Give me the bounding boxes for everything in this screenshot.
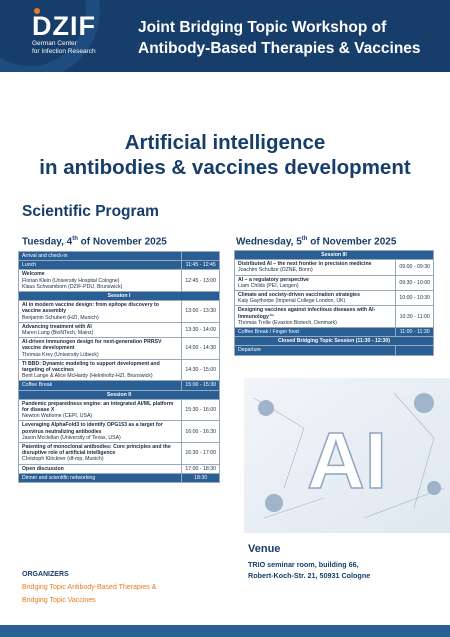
break-time: 18:30 <box>182 473 220 482</box>
session-label: Session III <box>235 251 434 260</box>
break-label: Lunch <box>19 261 182 270</box>
talk-title: Distributed AI – the next frontier in precision medicine <box>238 261 372 268</box>
talk-row <box>235 291 434 306</box>
talk-speaker: Maren Lang (BioNTech, Mainz) <box>22 330 94 337</box>
talk-time: 10:00 - 10:30 <box>396 291 434 306</box>
talk-cell <box>235 260 396 275</box>
talk-title: Climate and society-driven vaccination strategies <box>238 292 360 299</box>
talk-row <box>19 421 220 443</box>
main-title: Artificial intelligence in antibodies & vaccines development <box>39 131 411 179</box>
talk-row <box>235 275 434 290</box>
break-time: 11:45 - 12:45 <box>182 261 220 270</box>
break-label: Departure <box>235 346 396 355</box>
talk-cell <box>19 322 182 337</box>
program-title: Scientific Program <box>22 203 159 220</box>
session-label: Closed Bridging Topic Session (11:30 - 12:30) <box>235 337 434 346</box>
talk-row <box>19 270 220 292</box>
header-banner <box>0 0 450 72</box>
talk-speaker: Jason Mcclellan (University of Texas, USA) <box>22 434 121 441</box>
talk-time: 15:30 - 16:00 <box>182 399 220 421</box>
break-time: 15:00 - 15:30 <box>182 381 220 390</box>
talk-time: 09:30 - 10:00 <box>396 275 434 290</box>
talk-speaker: Katy Gaythorpe (Imperial College London, UK) <box>238 298 346 305</box>
break-time <box>182 252 220 261</box>
talk-speaker: Benjamin Schubert (HZI, Munich) <box>22 314 99 321</box>
talk-title: TI BBD: Dynamic modeling to support development and targeting of vaccines <box>22 360 160 374</box>
workshop-title: Joint Bridging Topic Workshop of Antibody-Based Therapies & Vaccines <box>138 19 421 57</box>
venue-title: Venue <box>248 543 281 555</box>
talk-time: 13:30 - 14:00 <box>182 322 220 337</box>
session-label: Session II <box>19 390 220 399</box>
footer-bar <box>0 625 450 637</box>
venue-line-2: Robert-Koch-Str. 21, 50931 Cologne <box>248 571 371 580</box>
talk-row <box>19 464 220 473</box>
talk-title: AI-driven immunogen design for next-generation PRRSV vaccine development <box>22 339 162 352</box>
ai-illustration <box>244 378 450 533</box>
talk-time: 17:00 - 18:30 <box>182 464 220 473</box>
break-label: Dinner and scientific networking <box>19 473 182 482</box>
talk-speaker: Newton Wahome (CEPI, USA) <box>22 413 93 420</box>
logo-subtitle: German Center for Infection Research <box>32 40 96 55</box>
break-row <box>19 252 220 261</box>
session-header-row <box>235 251 434 260</box>
session-header-row <box>19 292 220 301</box>
talk-speaker: Berit Lange & Alice McHardy (Helmholtz-HZI, Brunswick) <box>22 373 153 380</box>
talk-cell <box>19 464 182 473</box>
organizers-line-2: Bridging Topic Vaccines <box>22 597 96 604</box>
break-label: Coffee Break / Finger food <box>235 328 396 337</box>
talk-cell <box>19 338 182 360</box>
break-label: Arrival and check-in <box>19 252 182 261</box>
talk-time: 14:00 - 14:30 <box>182 338 220 360</box>
talk-title: Designing vaccines against infectious diseases with AI-Immunology™ <box>238 307 376 320</box>
talk-title: Pandemic preparedness engine: an integrated AI/ML platform for disease X <box>22 400 174 414</box>
day1-title: Tuesday, 4th of November 2025 <box>22 236 167 248</box>
session-header-row <box>19 390 220 399</box>
talk-title: Welcome <box>22 271 45 278</box>
talk-title: Patenting of monoclonal antibodies: Core principles and the disruptive role of artificial intelligence <box>22 444 171 457</box>
talk-time: 13:00 - 13:30 <box>182 301 220 323</box>
break-row <box>19 381 220 390</box>
logo-text: DZIF <box>32 11 96 41</box>
talk-speaker: Thomas Trolle (Evaxion Biotech, Denmark) <box>238 319 337 326</box>
organizers-block <box>22 571 156 607</box>
talk-cell <box>19 270 182 292</box>
venue-block <box>248 543 370 581</box>
talk-row <box>19 399 220 421</box>
venue-line-1: TRIO seminar room, building 66, <box>248 560 359 569</box>
break-row <box>19 473 220 482</box>
talk-row <box>235 306 434 328</box>
talk-time: 12:45 - 13:00 <box>182 270 220 292</box>
talk-title: AI – a regulatory perspective <box>238 276 309 283</box>
talk-time: 10:30 - 11:00 <box>396 306 434 328</box>
break-row <box>235 328 434 337</box>
talk-row <box>235 260 434 275</box>
talk-speaker: Joachim Schultze (DZNE, Bonn) <box>238 267 313 274</box>
talk-cell <box>19 421 182 443</box>
talk-row <box>19 301 220 323</box>
talk-cell <box>19 301 182 323</box>
break-time: 11:00 - 11:30 <box>396 328 434 337</box>
talk-time: 09:00 - 09:30 <box>396 260 434 275</box>
talk-row <box>19 338 220 360</box>
talk-speaker: Liam Childs (PEI, Langen) <box>238 282 299 289</box>
talk-cell <box>19 443 182 465</box>
talk-speaker: Thomas Krey (University Lübeck) <box>22 351 99 358</box>
break-time <box>396 346 434 355</box>
talk-title: Open discussion <box>22 465 64 472</box>
organizers-title: ORGANIZERS <box>22 571 69 578</box>
day2-title: Wednesday, 5th of November 2025 <box>236 236 397 248</box>
break-row <box>235 346 434 355</box>
break-row <box>19 261 220 270</box>
svg-text:AI: AI <box>307 416 387 505</box>
talk-title: AI in modern vaccine design: from epitope discovery to vaccine assembly <box>22 302 159 315</box>
talk-cell <box>235 291 396 306</box>
talk-row <box>19 443 220 465</box>
day2-schedule-table <box>234 250 434 356</box>
session-header-row <box>235 337 434 346</box>
talk-time: 14:30 - 15:00 <box>182 359 220 381</box>
talk-time: 16:30 - 17:00 <box>182 443 220 465</box>
session-label: Session I <box>19 292 220 301</box>
talk-row <box>19 359 220 381</box>
talk-cell <box>235 275 396 290</box>
talk-title: Advancing treatment with AI <box>22 323 92 330</box>
talk-row <box>19 322 220 337</box>
talk-time: 16:00 - 16:30 <box>182 421 220 443</box>
talk-cell <box>19 399 182 421</box>
break-label: Coffee Break <box>19 381 182 390</box>
talk-speaker: Florian Klein (University Hospital Cologne) Klaus Schwamborn (DZIF-PDU, Brunswick) <box>22 277 123 290</box>
day1-schedule-table <box>18 251 220 483</box>
talk-speaker: Christoph Klöckner (df-mp, Munich) <box>22 456 104 463</box>
talk-title: Leveraging AlphaFold3 to identify OPG153 as a target for poxvirus neutralizing antibodies <box>22 422 163 435</box>
organizers-line-1: Bridging Topic Antibody-Based Therapies & <box>22 584 157 591</box>
talk-cell <box>19 359 182 381</box>
dzif-logo <box>32 12 96 55</box>
talk-cell <box>235 306 396 328</box>
